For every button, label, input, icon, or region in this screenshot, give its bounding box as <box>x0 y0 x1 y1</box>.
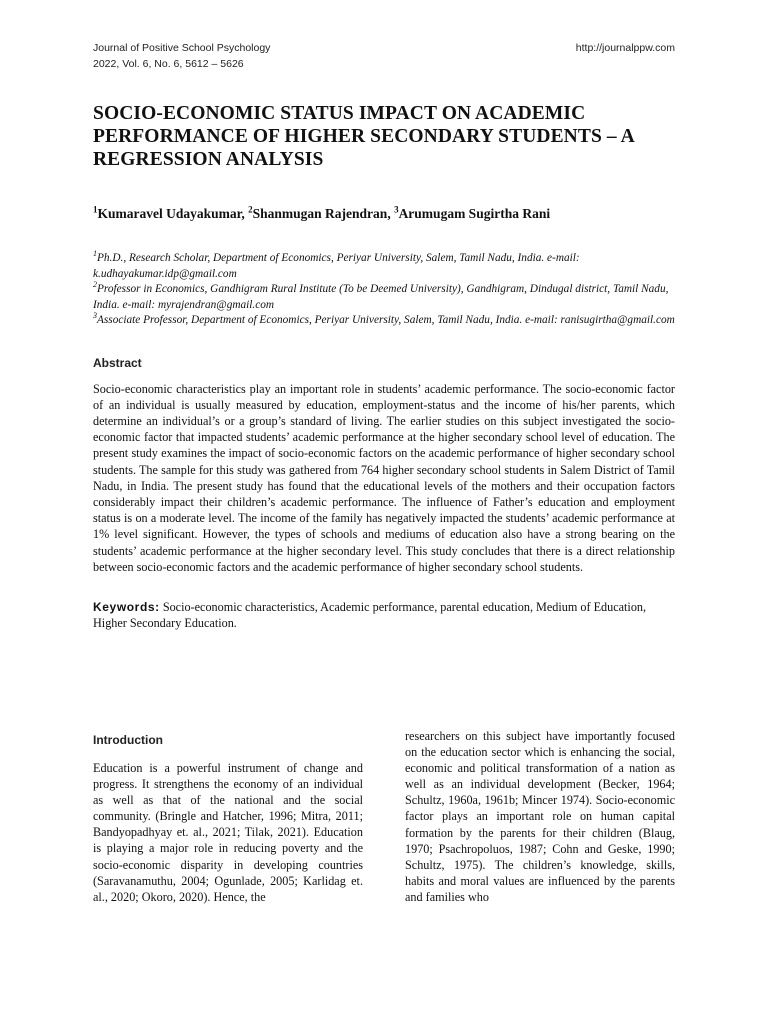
author-3-name: Arumugam Sugirtha Rani <box>398 206 551 221</box>
journal-name: Journal of Positive School Psychology <box>93 42 271 54</box>
right-column <box>405 728 675 905</box>
introduction-heading: Introduction <box>93 733 163 747</box>
author-2-num: 2 <box>248 204 253 215</box>
affiliation-3 <box>93 313 675 329</box>
left-column <box>93 728 363 905</box>
affiliations <box>93 251 675 329</box>
paper-page <box>93 40 675 904</box>
affiliation-1-text: Ph.D., Research Scholar, Department of Economics, Periyar University, Salem, Tamil Nadu, India. e-mail: k.udhayakumar.idp@gmail.com <box>93 252 580 280</box>
author-1-name: Kumaravel Udayakumar <box>97 206 242 221</box>
affiliation-1 <box>93 251 675 282</box>
affiliation-3-text: Associate Professor, Department of Economics, Periyar University, Salem, Tamil Nadu, India. e-mail: ranisugirtha@gmail.com <box>97 314 675 326</box>
keywords: Keywords: Socio-economic characteristics, Academic performance, parental education, Medium of Education, Higher Secondary Education. <box>93 599 647 631</box>
paper-title: SOCIO-ECONOMIC STATUS IMPACT ON ACADEMIC PERFORMANCE OF HIGHER SECONDARY STUDENTS – A REGRESSION ANALYSIS <box>93 103 634 170</box>
affiliation-2-num: 2 <box>93 280 97 290</box>
keywords-text: Socio-economic characteristics, Academic performance, parental education, Medium of Education, Higher Secondary Education. <box>93 599 647 631</box>
author-1-num: 1 <box>93 204 98 215</box>
body-columns <box>93 728 675 905</box>
abstract-text: Socio-economic characteristics play an important role in students’ academic performance. The socio-economic factor of an individual is usually measured by education, employment-status and the income of his/her parents, which determine an individual’s or a group’s standard of living. The earlier studies on this subject investigated the socio-economic factor that impacted students’ academic performance at the higher secondary school level of education. The present study examines the impact of socio-economic factors on the academic performance of higher secondary school students. The sample for this study was gathered from 764 higher secondary school students in Salem District of Tamil Nadu, in India. The present study has found that the educational levels of the mothers and their occupation factors considerably impact their children’s academic performance. The influence of Father’s education and employment status is on a moderate level. The income of the family has negatively impacted the students’ academic performance at 1% level significant. However, the types of schools and mediums of education also have a strong bearing on the students’ academic performance at the higher secondary level. This study concludes that there is a direct relationship between socio-economic factors and the academic performance of higher secondary school students. <box>93 381 675 574</box>
keywords-label: Keywords <box>93 599 156 614</box>
journal-info <box>93 40 270 72</box>
author-2-name: Shanmugan Rajendran <box>252 206 388 221</box>
author-3-num: 3 <box>394 204 399 215</box>
affiliation-3-num: 3 <box>93 311 97 321</box>
journal-issue: 2022, Vol. 6, No. 6, 5612 – 5626 <box>93 58 244 70</box>
affiliation-2-text: Professor in Economics, Gandhigram Rural Institute (To be Deemed University), Gandhigram, Dindugal district, Tamil Nadu, India. e-mail: myrajendran@gmail.com <box>93 283 669 311</box>
introduction-right-text: researchers on this subject have importantly focused on the education sector which is enhancing the social, economic and political transformation of a nation as well as an individual development (Becker, 1964; Schultz, 1960a, 1961b; Mincer 1974). Socio-economic factor plays an important role on human capital formation by the parents for their children (Blaug, 1970; Psachropoluos, 1987; Cohn and Geske, 1990; Schultz, 1975). The children’s knowledge, skills, habits and moral values are influenced by the parents and families who <box>405 729 675 904</box>
affiliation-2 <box>93 282 675 313</box>
affiliation-1-num: 1 <box>93 249 97 259</box>
running-header <box>93 40 675 72</box>
introduction-left-text: Education is a powerful instrument of change and progress. It strengthens the economy of an individual as well as that of the national and the social community. (Bringle and Hatcher, 1996; Mitra, 2011; Bandyopadhyay et. al., 2021; Tilak, 2021). Education is playing a major role in reducing poverty and the socio-economic disparity in developing countries (Saravanamuthu, 2004; Ogunlade, 2005; Karlidag et. al., 2020; Okoro, 2020). Hence, the <box>93 761 363 904</box>
author-list: $^1$Kumaravel Udayakumar, $^2$Shanmugan Rajendran, $^3$Arumugam Sugirtha Rani <box>93 204 551 221</box>
journal-url[interactable]: http://journalppw.com <box>575 42 675 54</box>
abstract-heading: Abstract <box>93 355 142 370</box>
